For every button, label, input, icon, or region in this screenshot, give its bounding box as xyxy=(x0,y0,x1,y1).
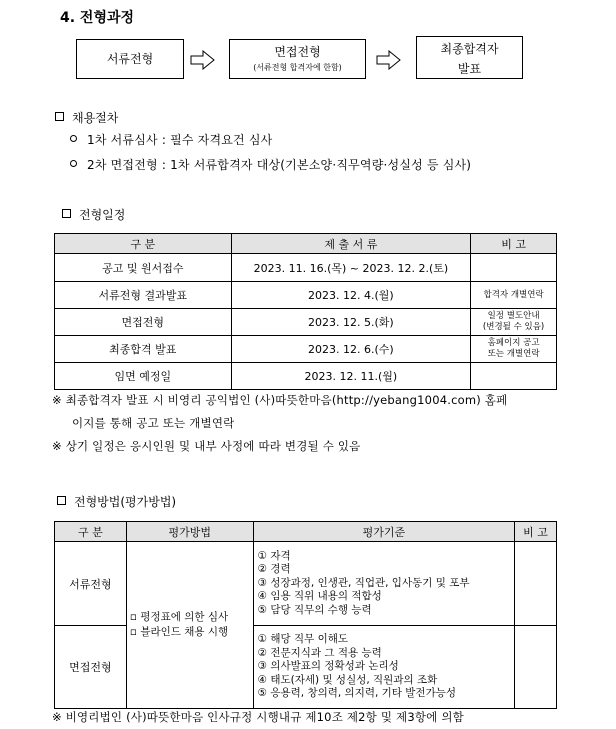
procedure-item-text: 2차 면접전형 : 1차 서류합격자 대상(기본소양·직무역량·성실성 등 심사) xyxy=(87,158,472,172)
schedule-date: 2023. 12. 11.(월) xyxy=(231,363,471,390)
schedule-note-text: 이지를 통해 공고 또는 개별연락 xyxy=(72,416,235,430)
schedule-note-line: 홈페이지 공고 xyxy=(487,338,540,348)
arrow-right-icon xyxy=(190,50,216,70)
procedure-item xyxy=(70,156,471,173)
method-document-criteria xyxy=(253,542,514,626)
flow-step-document xyxy=(76,39,184,79)
arrow-right-icon xyxy=(376,50,402,70)
method-eval-line: ▫ 평정표에 의한 심사 xyxy=(129,611,229,623)
schedule-label: 최종합격 발표 xyxy=(55,336,232,363)
column-header: 제 출 서 류 xyxy=(231,234,471,254)
column-header: 구 분 xyxy=(55,522,127,542)
circle-bullet-icon xyxy=(70,160,77,167)
criteria-item: ② 전문지식과 그 적용 능력 xyxy=(257,646,382,659)
schedule-note xyxy=(471,309,557,336)
column-header: 평가기준 xyxy=(253,522,514,542)
flow-step-document-label: 서류전형 xyxy=(106,52,154,66)
criteria-item: ① 자격 xyxy=(257,549,291,562)
schedule-label: 공고 및 원서접수 xyxy=(55,254,232,282)
schedule-note-line: 또는 개별연락 xyxy=(487,349,540,359)
method-footnote: ※ 비영리법인 (사)따뜻한마음 인사규정 시행내규 제10조 제2항 및 제3항에 의함 xyxy=(52,710,464,724)
schedule-note-text: ※ 상기 일정은 응시인원 및 내부 사정에 따라 변경될 수 있음 xyxy=(52,439,361,453)
column-header: 비 고 xyxy=(515,522,557,542)
criteria-item: ④ 태도(자세) 및 성실성, 직원과의 조화 xyxy=(257,673,438,686)
schedule-heading xyxy=(62,206,125,223)
procedure-heading xyxy=(55,109,118,126)
schedule-date: 2023. 11. 16.(목) ~ 2023. 12. 2.(토) xyxy=(231,254,471,282)
column-header: 평가방법 xyxy=(126,522,253,542)
criteria-item: ⑤ 응용력, 창의력, 의지력, 기타 발전가능성 xyxy=(257,687,456,700)
criteria-item: ③ 성장과정, 인생관, 직업관, 입사동기 및 포부 xyxy=(257,576,470,589)
schedule-note xyxy=(471,336,557,363)
schedule-note-line: (변경될 수 있음) xyxy=(482,322,545,332)
schedule-note xyxy=(471,254,557,282)
criteria-item: ④ 임용 직위 내용의 적합성 xyxy=(257,590,382,603)
column-header: 비 고 xyxy=(471,234,557,254)
criteria-item: ① 해당 직무 이해도 xyxy=(257,633,349,646)
method-eval-line: ▫ 블라인드 채용 시행 xyxy=(129,626,229,638)
method-interview-criteria xyxy=(253,626,514,709)
criteria-item: ② 경력 xyxy=(257,563,291,576)
circle-bullet-icon xyxy=(70,135,77,142)
method-heading-text: 전형방법(평가방법) xyxy=(74,495,177,509)
table-row xyxy=(55,309,557,336)
schedule-date: 2023. 12. 6.(수) xyxy=(231,336,471,363)
table-row xyxy=(55,282,557,309)
schedule-note xyxy=(471,363,557,390)
procedure-item xyxy=(70,131,272,148)
schedule-note xyxy=(471,282,557,309)
flow-step-interview-label: 면접전형 xyxy=(274,45,321,59)
procedure-heading-text: 채용절차 xyxy=(72,111,119,125)
method-eval-cell xyxy=(126,542,253,709)
schedule-note-line: 합격자 개별연락 xyxy=(483,289,544,300)
schedule-label: 서류전형 결과발표 xyxy=(55,282,232,309)
schedule-label: 임면 예정일 xyxy=(55,363,232,390)
table-row xyxy=(55,336,557,363)
schedule-date: 2023. 12. 4.(월) xyxy=(231,282,471,309)
procedure-item-text: 1차 서류심사 : 필수 자격요건 심사 xyxy=(87,133,273,147)
flow-step-final-line2: 발표 xyxy=(457,62,482,76)
table-row xyxy=(55,363,557,390)
method-document-note xyxy=(515,542,557,626)
criteria-item: ⑤ 담당 직무의 수행 능력 xyxy=(257,603,372,616)
criteria-item: ③ 의사발표의 정확성과 논리성 xyxy=(257,660,399,673)
flow-step-interview xyxy=(229,39,366,79)
table-row xyxy=(55,254,557,282)
schedule-note-line: 일정 별도안내 xyxy=(487,311,540,321)
schedule-table xyxy=(54,233,557,390)
schedule-date: 2023. 12. 5.(화) xyxy=(231,309,471,336)
schedule-note-text: ※ 최종합격자 발표 시 비영리 공익법인 (사)따뜻한마음(http://yebang1004.com) 홈페 xyxy=(52,393,508,407)
square-bullet-icon xyxy=(62,209,71,218)
method-document-label: 서류전형 xyxy=(55,542,127,626)
method-interview-label: 면접전형 xyxy=(55,626,127,709)
table-row xyxy=(55,542,557,626)
method-interview-note xyxy=(515,626,557,709)
flow-step-final-line1: 최종합격자 xyxy=(440,42,499,56)
section-title: 4. 전형과정 xyxy=(60,10,135,26)
square-bullet-icon xyxy=(55,112,64,121)
schedule-label: 면접전형 xyxy=(55,309,232,336)
method-heading xyxy=(57,493,176,510)
table-header-row xyxy=(55,522,557,542)
method-table xyxy=(54,521,557,709)
schedule-heading-text: 전형일정 xyxy=(79,208,126,222)
table-header-row xyxy=(55,234,557,254)
flow-step-interview-note: (서류전형 합격자에 한함) xyxy=(253,63,342,72)
flow-step-final xyxy=(416,36,523,79)
column-header: 구 분 xyxy=(55,234,232,254)
square-bullet-icon xyxy=(57,496,66,505)
